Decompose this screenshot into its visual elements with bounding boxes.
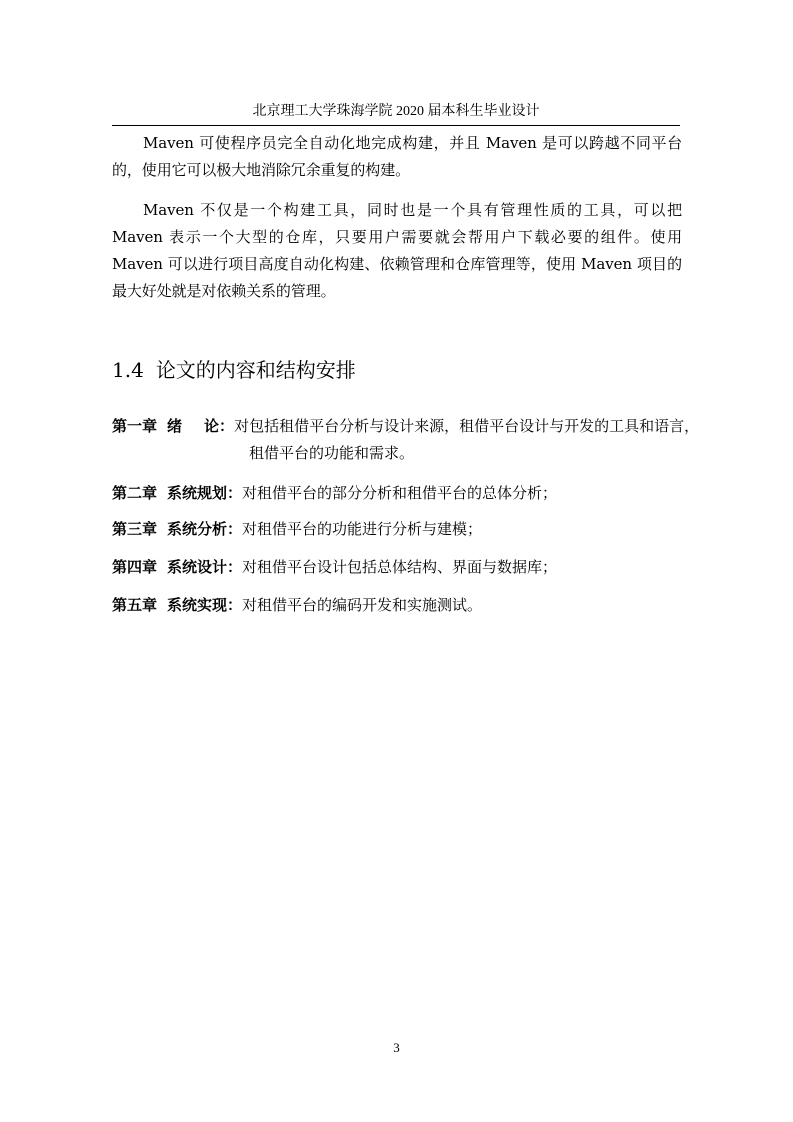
chapter-description: 对租借平台设计包括总体结构、界面与数据库； — [242, 558, 558, 576]
chapter-item-4 — [112, 554, 687, 581]
section-number: 1.4 — [112, 358, 144, 382]
page-number: 3 — [393, 1040, 400, 1055]
section-title-text: 论文的内容和结构安排 — [155, 358, 356, 382]
section-heading — [112, 356, 356, 384]
chapter-item-3 — [112, 516, 687, 543]
paragraph-maven-automation: Maven 可使程序员完全自动化地完成构建，并且 Maven 是可以跨越不同平台的，使用它可以极大地消除冗余重复的构建。 — [112, 134, 682, 179]
chapter-description: 对租借平台的功能进行分析与建模； — [242, 520, 483, 538]
running-header: 北京理工大学珠海学院 2020 届本科生毕业设计 — [252, 104, 540, 119]
header-divider — [112, 125, 680, 126]
chapter-description: 对租借平台的部分分析和租借平台的总体分析； — [242, 484, 558, 502]
chapter-description: 对包括租借平台分析与设计来源，租借平台设计与开发的工具和语言， — [234, 417, 700, 435]
chapter-description: 对租借平台的编码开发和实施测试。 — [242, 596, 483, 614]
chapter-item-5 — [112, 592, 687, 619]
chapter-label: 第五章 系统实现： — [112, 596, 243, 614]
chapter-label: 第二章 系统规划： — [112, 484, 243, 502]
paragraph-maven-management: Maven 不仅是一个构建工具，同时也是一个具有管理性质的工具，可以把 Maven 表示一个大型的仓库，只要用户需要就会帮用户下载必要的组件。使用 Maven 可以进行项目高度自动化构建、依赖管理和仓库管理等，使用 Maven 项目的最大好处就是对依赖关系的管理。 — [112, 201, 682, 300]
chapter-label: 第三章 系统分析： — [112, 520, 243, 538]
chapter-item-2 — [112, 480, 687, 507]
chapter-item-1 — [112, 413, 700, 467]
chapter-label: 第四章 系统设计： — [112, 558, 243, 576]
chapter-description-continuation: 租借平台的功能和需求。 — [249, 444, 415, 462]
chapter-label: 第一章 绪 论： — [112, 417, 235, 435]
